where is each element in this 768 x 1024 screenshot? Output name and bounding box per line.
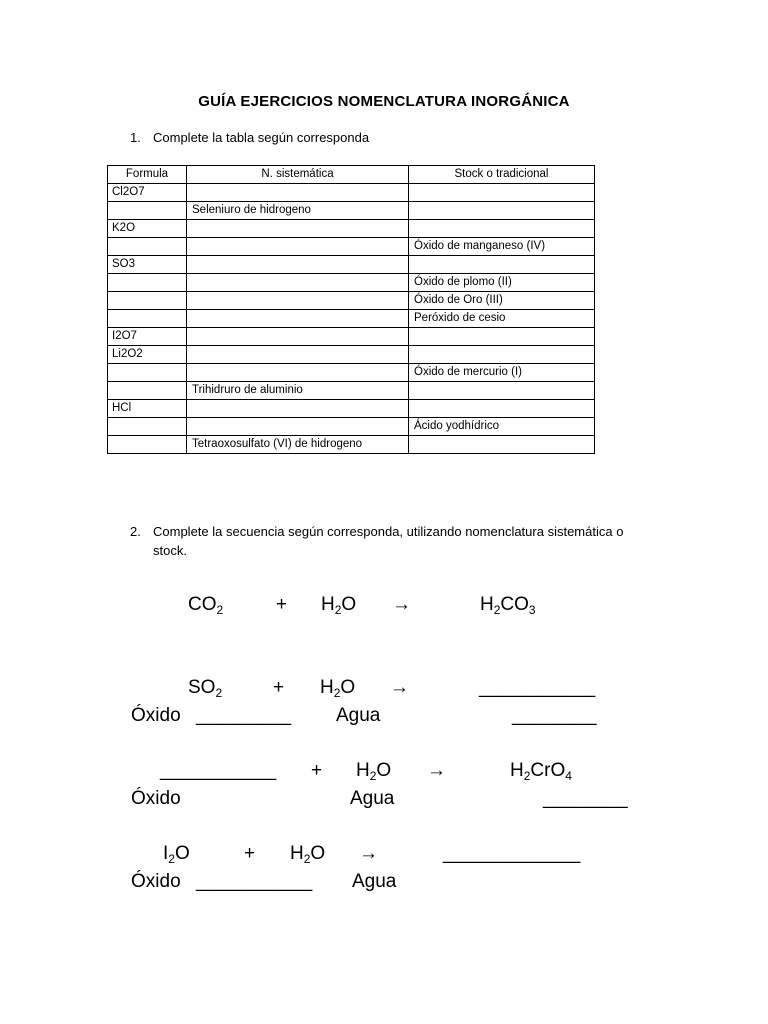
- eq2-product-blank: ___________: [479, 677, 596, 698]
- eq1-reactant-2: $H_2O$: [321, 594, 357, 617]
- table-cell-stock: [409, 328, 595, 346]
- table-cell-formula: [108, 238, 187, 256]
- table-row: [108, 328, 595, 346]
- eq2-product-name-blank: ________: [512, 705, 597, 726]
- table-cell-systematic: [187, 274, 409, 292]
- table-body: [108, 184, 595, 454]
- table-cell-formula: I2O7: [108, 328, 187, 346]
- table-cell-formula: [108, 364, 187, 382]
- table-cell-systematic: [187, 220, 409, 238]
- eq4-oxide-blank: ___________: [196, 871, 313, 892]
- eq3-oxide-label: Óxido: [131, 788, 181, 809]
- table-row: [108, 400, 595, 418]
- header-stock: Stock o tradicional: [409, 166, 595, 184]
- table-row: [108, 202, 595, 220]
- table-cell-formula: [108, 418, 187, 436]
- table-cell-stock: Óxido de manganeso (IV): [409, 238, 595, 256]
- eq2-reactant-1: $SO_2$: [188, 677, 223, 700]
- eq4-product-blank: _____________: [443, 843, 581, 864]
- table-cell-stock: Óxido de mercurio (I): [409, 364, 595, 382]
- eq2-water-label: Agua: [336, 705, 381, 726]
- table-cell-stock: Óxido de plomo (II): [409, 274, 595, 292]
- page-title: GUÍA EJERCICIOS NOMENCLATURA INORGÁNICA: [198, 93, 570, 110]
- table-cell-stock: [409, 220, 595, 238]
- table-row: [108, 292, 595, 310]
- table-cell-stock: [409, 400, 595, 418]
- table-cell-stock: Peróxido de cesio: [409, 310, 595, 328]
- table-row: [108, 382, 595, 400]
- eq3-plus: +: [311, 760, 323, 781]
- table-cell-systematic: [187, 328, 409, 346]
- eq3-product-name-blank: ________: [543, 788, 628, 809]
- table-cell-systematic: [187, 238, 409, 256]
- eq3-reactant-2: $H_2O$: [356, 760, 392, 783]
- table-row: [108, 310, 595, 328]
- instruction-1-number: 1.: [130, 130, 141, 145]
- table-row: [108, 418, 595, 436]
- table-row: [108, 346, 595, 364]
- instruction-2-line1: Complete la secuencia según corresponda, utilizando nomenclatura sistemática o: [153, 524, 624, 539]
- instruction-2-number: 2.: [130, 524, 141, 539]
- table-cell-formula: HCl: [108, 400, 187, 418]
- instruction-1: [130, 128, 730, 148]
- eq4-plus: +: [244, 843, 256, 864]
- table-cell-stock: [409, 202, 595, 220]
- eq4-reactant-2: $H_2O$: [290, 843, 326, 866]
- eq3-product: $H_2CrO_4$: [510, 760, 572, 783]
- table-cell-systematic: [187, 310, 409, 328]
- table-cell-stock: [409, 382, 595, 400]
- header-systematic: N. sistemática: [187, 166, 409, 184]
- eq3-reactant-blank: ___________: [160, 760, 277, 781]
- table-cell-systematic: [187, 364, 409, 382]
- table-cell-systematic: [187, 292, 409, 310]
- table-row: [108, 238, 595, 256]
- instruction-2-line2: stock.: [153, 543, 187, 558]
- table-cell-systematic: Trihidruro de aluminio: [187, 382, 409, 400]
- table-row: [108, 436, 595, 454]
- table-cell-systematic: [187, 418, 409, 436]
- eq1-reactant-1: $CO_2$: [188, 594, 224, 617]
- instruction-1-text: Complete la tabla según corresponda: [153, 130, 370, 145]
- eq2-oxide-label: Óxido: [131, 705, 181, 726]
- eq2-reactant-2: $H_2O$: [320, 677, 356, 700]
- table-cell-systematic: [187, 400, 409, 418]
- table-cell-formula: K2O: [108, 220, 187, 238]
- table-cell-stock: [409, 256, 595, 274]
- table-row: [108, 364, 595, 382]
- table-cell-stock: [409, 346, 595, 364]
- table-cell-formula: [108, 436, 187, 454]
- eq1-plus: +: [276, 594, 288, 615]
- eq4-oxide-label: Óxido: [131, 871, 181, 892]
- eq3-water-label: Agua: [350, 788, 395, 809]
- table-cell-systematic: Tetraoxosulfato (VI) de hidrogeno: [187, 436, 409, 454]
- eq1-product: $H_2CO_3$: [480, 594, 536, 617]
- eq3-arrow: →: [427, 760, 446, 781]
- eq2-plus: +: [273, 677, 285, 698]
- table-cell-systematic: [187, 346, 409, 364]
- table-row: [108, 256, 595, 274]
- table-cell-formula: Cl2O7: [108, 184, 187, 202]
- table-cell-formula: [108, 274, 187, 292]
- table-cell-stock: [409, 436, 595, 454]
- instruction-2: [130, 522, 750, 562]
- table-cell-systematic: [187, 184, 409, 202]
- table-cell-formula: [108, 202, 187, 220]
- table-cell-systematic: [187, 256, 409, 274]
- eq2-oxide-blank: _________: [196, 705, 292, 726]
- table-cell-stock: Ácido yodhídrico: [409, 418, 595, 436]
- header-formula: Formula: [108, 166, 187, 184]
- eq1-arrow: →: [392, 594, 411, 615]
- table-cell-stock: [409, 184, 595, 202]
- table-row: [108, 220, 595, 238]
- eq4-reactant-1: $I_2O$: [163, 843, 190, 866]
- eq2-arrow: →: [390, 677, 409, 698]
- eq4-water-label: Agua: [352, 871, 397, 892]
- eq4-arrow: →: [359, 843, 378, 864]
- nomenclature-table: [107, 165, 595, 454]
- table-row: [108, 184, 595, 202]
- table-cell-stock: Óxido de Oro (III): [409, 292, 595, 310]
- table-cell-formula: [108, 292, 187, 310]
- table-cell-formula: [108, 382, 187, 400]
- table-header-row: [108, 166, 595, 184]
- table-cell-formula: [108, 310, 187, 328]
- table-cell-formula: SO3: [108, 256, 187, 274]
- table-row: [108, 274, 595, 292]
- table-cell-systematic: Seleniuro de hidrogeno: [187, 202, 409, 220]
- table-cell-formula: Li2O2: [108, 346, 187, 364]
